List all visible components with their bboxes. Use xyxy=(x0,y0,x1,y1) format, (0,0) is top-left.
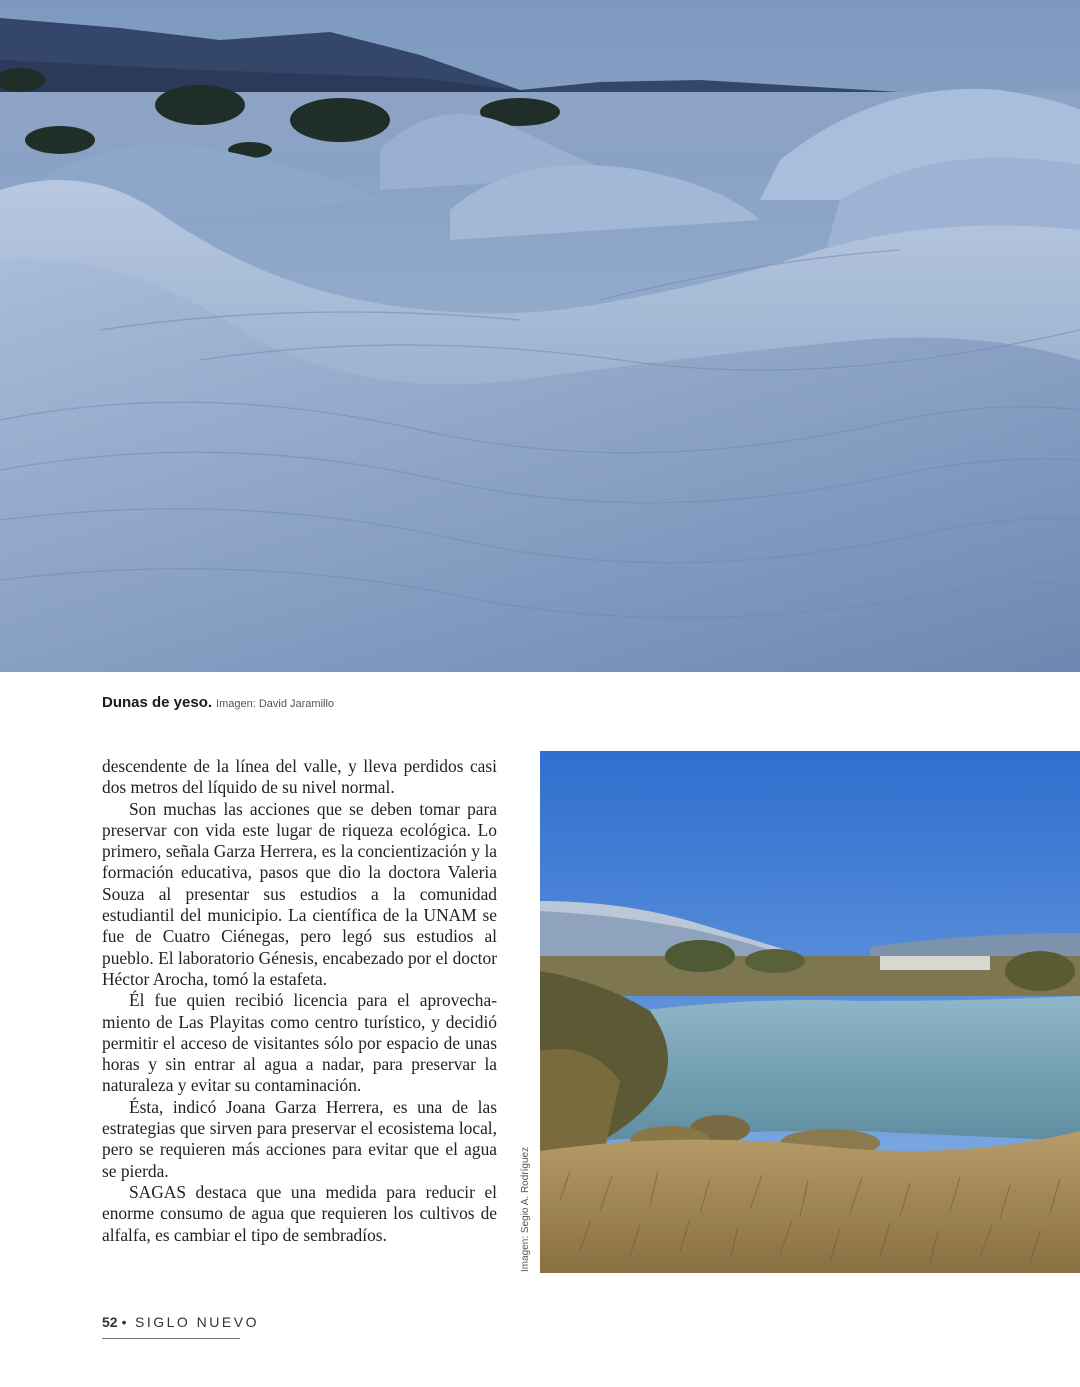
photo-caption xyxy=(102,694,334,711)
page-number: 52 xyxy=(102,1314,118,1330)
separator-dot: • xyxy=(121,1314,129,1330)
footer-rule xyxy=(102,1338,240,1339)
caption-title: Dunas de yeso. xyxy=(102,694,213,711)
page-footer xyxy=(102,1314,259,1330)
paragraph: Son muchas las acciones que se deben tomar para preservar con vida este lugar de riqueza ecológica. Lo primero, señala Garza Herrera, es la concientización y la formación educativa, pasos que dio la doctora Valeria Souza al presentar sus estudios a la comunidad estudiantil del municipio. La científica de la UNAM se fue de Cuatro Ciénegas, pero legó sus estudios al pueblo. El laboratorio Génesis, encabezado por el doctor Héctor Arocha, tomó la estafeta. xyxy=(102,798,497,989)
publication-name: SIGLO NUEVO xyxy=(134,1314,259,1330)
side-photo-credit: Imagen: Segio A. Rodríguez xyxy=(520,1146,531,1272)
paragraph: Ésta, indicó Joana Garza Herrera, es una de las estrategias que sirven para preservar el ecosistema local, pero se requieren más acciones para evitar que el agua se pierda. xyxy=(102,1096,497,1181)
hero-photo xyxy=(0,0,1080,672)
paragraph: descendente de la línea del valle, y lleva perdidos casi dos metros del líquido de su nivel normal. xyxy=(102,756,497,798)
article-body xyxy=(102,756,497,1246)
caption-credit: Imagen: David Jaramillo xyxy=(216,698,335,710)
paragraph: Él fue quien recibió licencia para el aprovechamiento de Las Playitas como centro turístico, y decidió permitir el acceso de visitantes sólo por espacio de unas horas y sin entrar al agua a nadar, para preservar la naturaleza y evitar su contaminación. xyxy=(102,990,497,1096)
paragraph: SAGAS destaca que una medida para reducir el enorme consumo de agua que requieren los cultivos de alfalfa, es cambiar el tipo de sembradíos. xyxy=(102,1181,497,1245)
pond-image xyxy=(540,751,1080,1273)
gypsum-dunes-image xyxy=(0,0,1080,672)
side-photo xyxy=(540,751,1080,1273)
